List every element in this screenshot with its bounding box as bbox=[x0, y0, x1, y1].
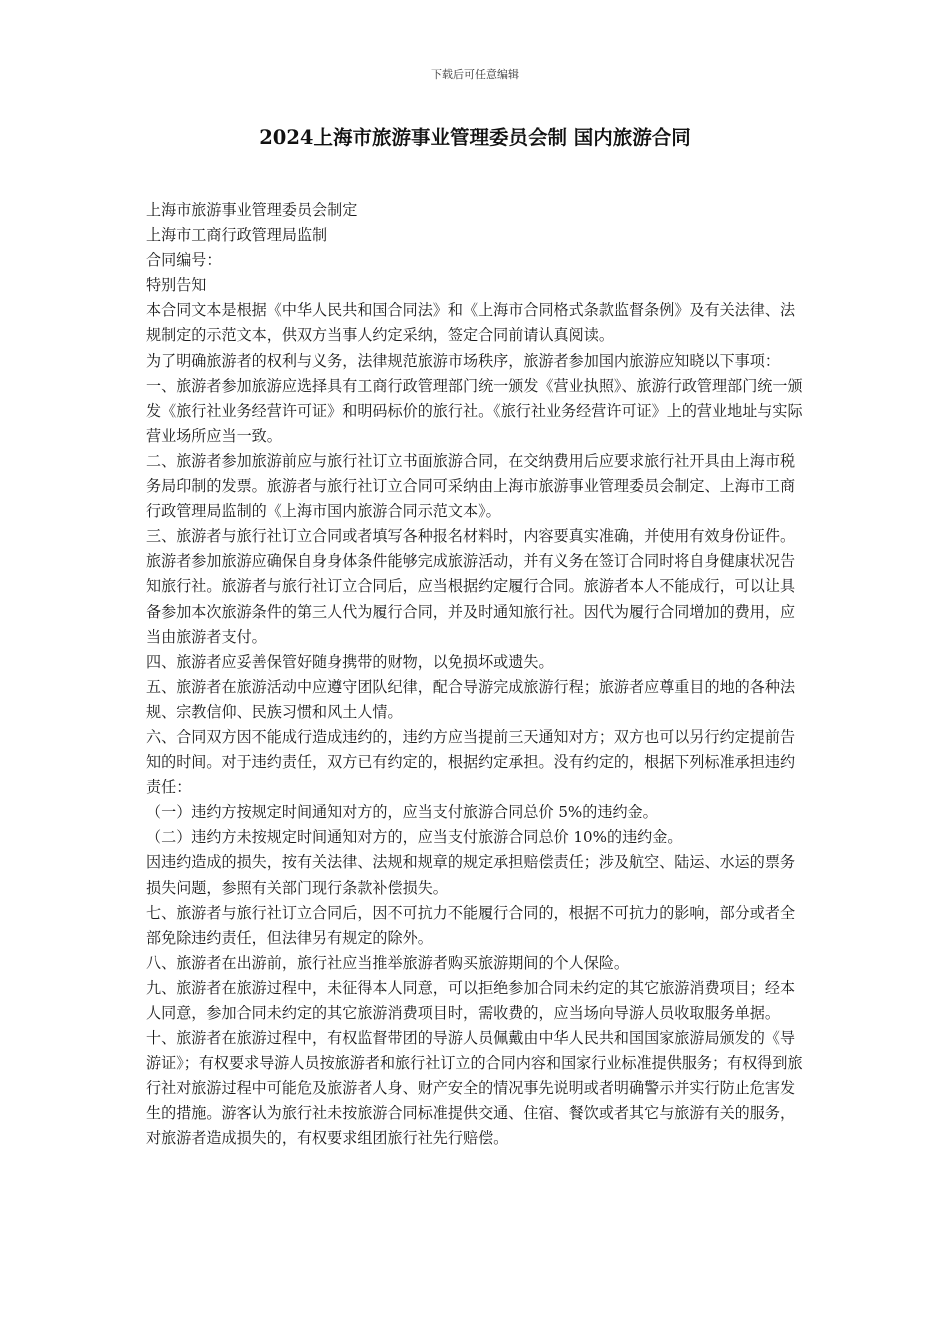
paragraph-purpose: 为了明确旅游者的权利与义务，法律规范旅游市场秩序，旅游者参加国内旅游应知晓以下事项： bbox=[146, 351, 780, 370]
clause-7: 七、旅游者与旅行社订立合同后，因不可抗力不能履行合同的，根据不可抗力的影响，部分或者全部免除违约责任，但法律另有规定的除外。 bbox=[146, 903, 796, 947]
clause-3: 三、旅游者与旅行社订立合同或者填写各种报名材料时，内容要真实准确，并使用有效身份证件。旅游者参加旅游应确保自身身体条件能够完成旅游活动，并有义务在签订合同时将自身健康状况告知旅行社。旅游者与旅行社订立合同后，应当根据约定履行合同。旅游者本人不能成行，可以让具备参加本次旅游条件的第三人代为履行合同，并及时通知旅行社。因代为履行合同增加的费用，应当由旅游者支付。 bbox=[146, 527, 796, 646]
supervisor-line: 上海市工商行政管理局监制 bbox=[146, 226, 328, 245]
special-notice-heading: 特别告知 bbox=[146, 276, 207, 295]
clause-1: 一、旅游者参加旅游应选择具有工商行政管理部门统一颁发《营业执照》、旅游行政管理部门统一颁发《旅行社业务经营许可证》和明码标价的旅行社。《旅行社业务经营许可证》上的营业地址与实际营业场所应当一致。 bbox=[146, 376, 803, 445]
clause-4: 四、旅游者应妥善保管好随身携带的财物，以免损坏或遗失。 bbox=[146, 652, 554, 671]
document-body bbox=[146, 198, 808, 1152]
document-title: 2024上海市旅游事业管理委员会制 国内旅游合同 bbox=[259, 126, 691, 149]
clause-6: 六、合同双方因不能成行造成违约的，违约方应当提前三天通知对方；双方也可以另行约定提前告知的时间。对于违约责任，双方已有约定的，根据约定承担。没有约定的，根据下列标准承担违约责任： bbox=[146, 727, 796, 797]
paragraph-intro: 本合同文本是根据《中华人民共和国合同法》和《上海市合同格式条款监督条例》及有关法律、法规制定的示范文本，供双方当事人约定采纳，签定合同前请认真阅读。 bbox=[146, 301, 796, 345]
clause-6-item-1: （一）违约方按规定时间通知对方的，应当支付旅游合同总价 5%的违约金。 bbox=[146, 803, 658, 822]
clause-10: 十、旅游者在旅游过程中，有权监督带团的导游人员佩戴由中华人民共和国国家旅游局颁发的《导游证》；有权要求导游人员按旅游者和旅行社订立的合同内容和国家行业标准提供服务；有权得到旅行社对旅游过程中可能危及旅游者人身、财产安全的情况事先说明或者明确警示并实行防止危害发生的措施。游客认为旅行社未按旅游合同标准提供交通、住宿、餐饮或者其它与旅游有关的服务，对旅游者造成损失的，有权要求组团旅行社先行赔偿。 bbox=[146, 1029, 803, 1148]
clause-6-item-2: （二）违约方未按规定时间通知对方的，应当支付旅游合同总价 10%的违约金。 bbox=[146, 828, 683, 847]
clause-6-damages: 因违约造成的损失，按有关法律、法规和规章的规定承担赔偿责任；涉及航空、陆运、水运的票务损失问题，参照有关部门现行条款补偿损失。 bbox=[146, 853, 796, 897]
clause-8: 八、旅游者在出游前，旅行社应当推举旅游者购买旅游期间的个人保险。 bbox=[146, 953, 630, 972]
clause-9: 九、旅游者在旅游过程中，未征得本人同意，可以拒绝参加合同未约定的其它旅游消费项目；经本人同意，参加合同未约定的其它旅游消费项目时，需收费的，应当场向导游人员收取服务单据。 bbox=[146, 978, 796, 1022]
clause-5: 五、旅游者在旅游活动中应遵守团队纪律，配合导游完成旅游行程；旅游者应尊重目的地的各种法规、宗教信仰、民族习惯和风土人情。 bbox=[146, 677, 796, 721]
issuer-line: 上海市旅游事业管理委员会制定 bbox=[146, 201, 358, 219]
contract-number-line: 合同编号： bbox=[146, 251, 222, 270]
page-header-note: 下载后可任意编辑 bbox=[431, 68, 519, 81]
clause-2: 二、旅游者参加旅游前应与旅行社订立书面旅游合同，在交纳费用后应要求旅行社开具由上海市税务局印制的发票。旅游者与旅行社订立合同可采纳由上海市旅游事业管理委员会制定、上海市工商行政管理局监制的《上海市国内旅游合同示范文本》。 bbox=[146, 451, 796, 521]
